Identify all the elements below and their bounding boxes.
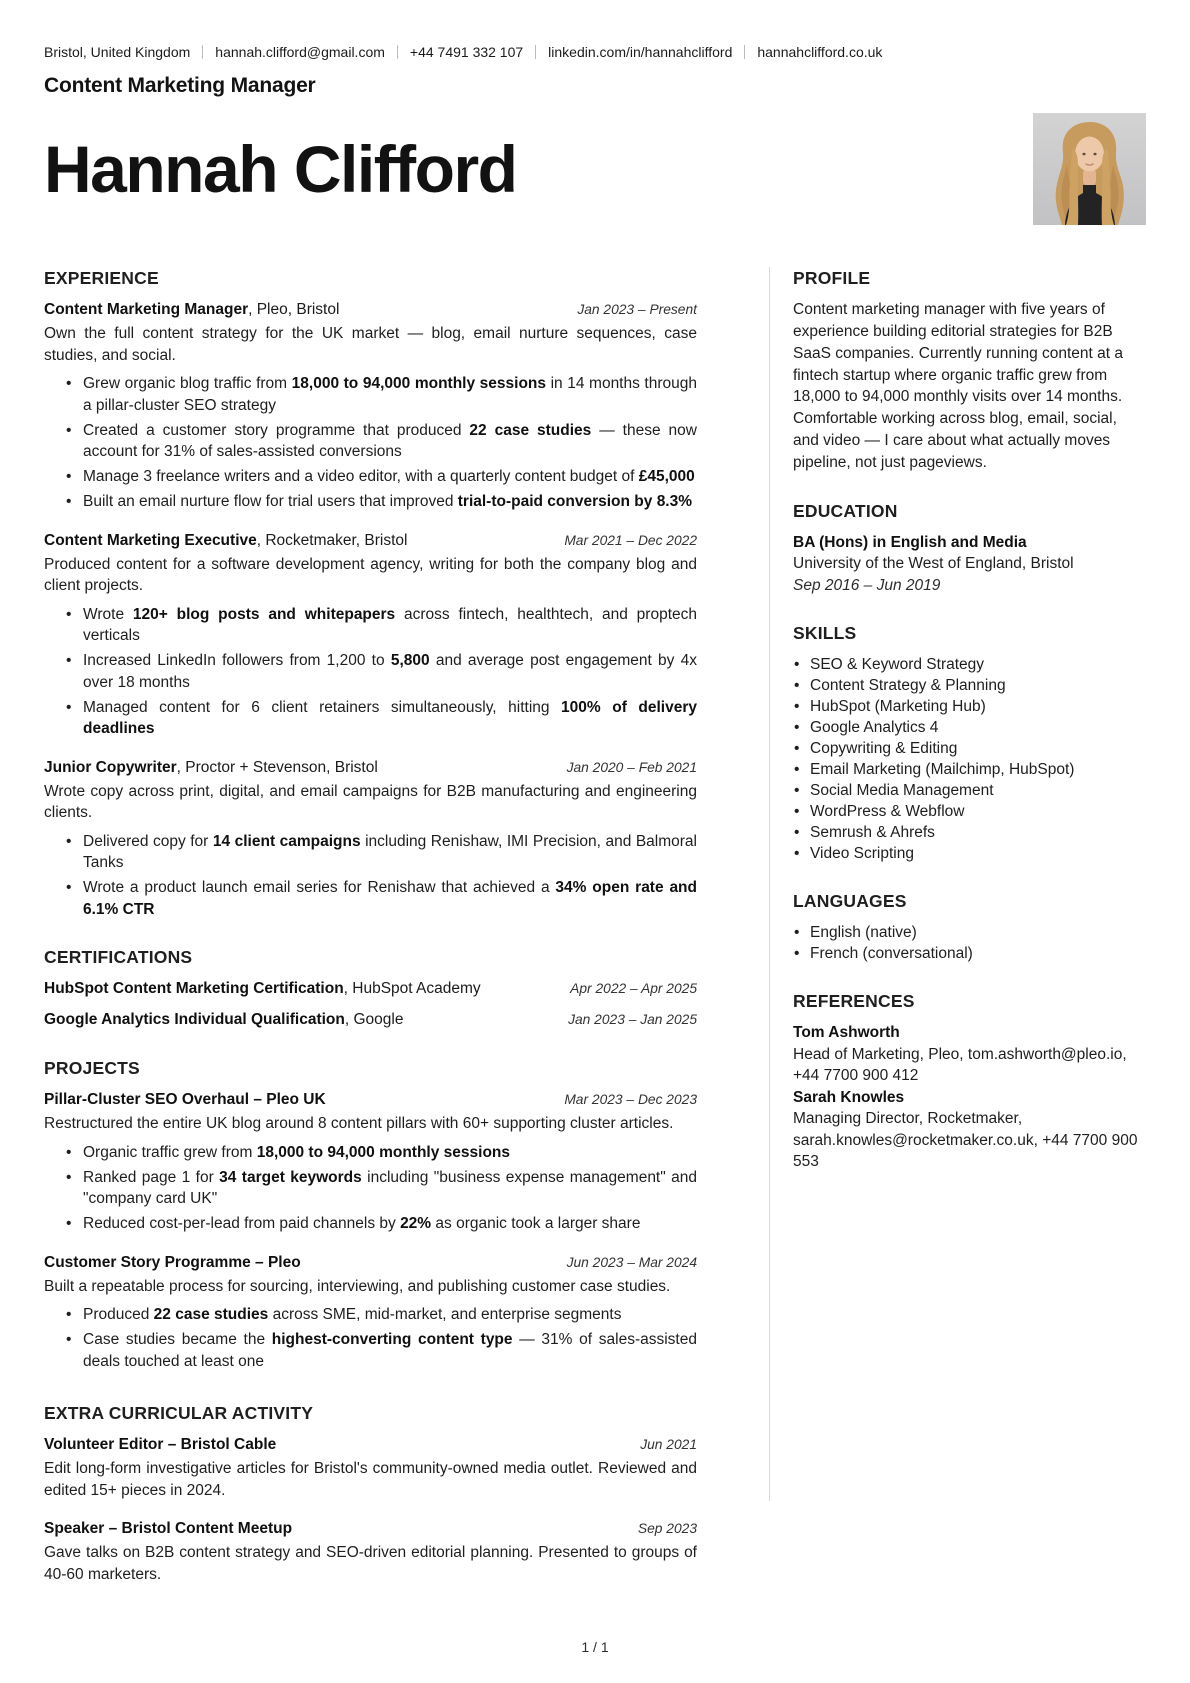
resume-body bbox=[44, 267, 1146, 1585]
bullet-item bbox=[44, 420, 697, 463]
job-title bbox=[44, 299, 563, 321]
bold-segment: 18,000 to 94,000 monthly sessions bbox=[256, 1143, 511, 1161]
main-column bbox=[44, 267, 697, 1585]
text-segment: Wrote a product launch email series for Renishaw that achieved a bbox=[83, 879, 556, 897]
project-dates: Mar 2023 – Dec 2023 bbox=[564, 1092, 697, 1108]
text-segment: as organic took a larger share bbox=[431, 1215, 641, 1233]
section-heading-experience: EXPERIENCE bbox=[44, 268, 159, 289]
activity-entry bbox=[44, 1518, 697, 1585]
job-bullet-list bbox=[44, 604, 697, 740]
text-segment: Delivered copy for bbox=[83, 832, 213, 850]
certification-entry bbox=[44, 1009, 697, 1031]
job-entry bbox=[44, 530, 697, 740]
text-segment: — 31% of sales-assisted deals touched at least one bbox=[83, 1331, 697, 1370]
project-entry bbox=[44, 1089, 697, 1235]
job-summary: Wrote copy across print, digital, and email campaigns for B2B manufacturing and engineering clients. bbox=[44, 782, 697, 822]
bold-segment: 100% of delivery deadlines bbox=[83, 698, 697, 738]
project-title-bold: Customer Story Programme – Pleo bbox=[44, 1253, 301, 1271]
section-heading-projects: PROJECTS bbox=[44, 1058, 140, 1079]
project-title bbox=[44, 1252, 553, 1274]
reference-details: Managing Director, Rocketmaker, sarah.knowles@rocketmaker.co.uk, +44 7700 900 553 bbox=[793, 1110, 1138, 1171]
text-segment: including "business expense management" and "company card UK" bbox=[83, 1168, 697, 1208]
language-item: • French (conversational) bbox=[793, 943, 1146, 964]
activity-title bbox=[44, 1518, 624, 1540]
project-title-bold: Pillar-Cluster SEO Overhaul – Pleo UK bbox=[44, 1091, 326, 1109]
certifications-section bbox=[44, 946, 697, 1031]
candidate-role: Content Marketing Manager bbox=[44, 74, 316, 97]
job-bullet-list bbox=[44, 373, 697, 513]
certification-dates: Apr 2022 – Apr 2025 bbox=[570, 981, 697, 997]
references-section bbox=[793, 990, 1146, 1173]
reference-name: Sarah Knowles bbox=[793, 1088, 905, 1106]
contact-separator bbox=[202, 45, 203, 59]
education-school: University of the West of England, Bristol bbox=[793, 555, 1074, 573]
job-company: , Pleo, Bristol bbox=[248, 301, 340, 319]
text-segment: Wrote bbox=[83, 605, 133, 623]
skill-item: • Email Marketing (Mailchimp, HubSpot) bbox=[793, 759, 1146, 780]
bold-segment: highest-converting content type bbox=[271, 1331, 513, 1349]
job-dates: Jan 2020 – Feb 2021 bbox=[566, 759, 697, 775]
section-heading-certifications: CERTIFICATIONS bbox=[44, 947, 193, 968]
bullet-item bbox=[44, 1167, 697, 1210]
profile-section bbox=[793, 267, 1146, 473]
text-segment: Case studies became the bbox=[83, 1331, 272, 1349]
job-entry bbox=[44, 299, 697, 513]
text-segment: Manage 3 freelance writers and a video editor, with a quarterly content budget of bbox=[83, 468, 639, 486]
bullet-item bbox=[44, 877, 697, 920]
project-title-row bbox=[44, 1089, 697, 1111]
text-segment: Reduced cost-per-lead from paid channels by bbox=[83, 1215, 401, 1233]
bold-segment: £45,000 bbox=[638, 468, 695, 486]
text-segment: across fintech, healthtech, and proptech verticals bbox=[83, 605, 697, 645]
education-section bbox=[793, 500, 1146, 597]
profile-text: Content marketing manager with five years of experience building editorial strategies for B2B SaaS companies. Currently running content at a fintech startup where organic traffic grew from 18,000 to 94,000 monthly visits over 14 months. Comfortable working across blog, email, social, and video — I care about what actually moves pipeline, not just pageviews. bbox=[793, 301, 1123, 471]
job-title-bold: Content Marketing Manager bbox=[44, 301, 249, 319]
section-heading-extra-curricular: EXTRA CURRICULAR ACTIVITY bbox=[44, 1403, 314, 1424]
project-bullet-list bbox=[44, 1304, 697, 1372]
project-bullet-list bbox=[44, 1142, 697, 1235]
side-column bbox=[793, 267, 1146, 1172]
project-title bbox=[44, 1089, 550, 1111]
activity-title-bold: Volunteer Editor – Bristol Cable bbox=[44, 1436, 277, 1454]
bold-segment: 5,800 bbox=[390, 652, 430, 670]
reference-entry bbox=[793, 1087, 1146, 1173]
languages-list bbox=[793, 922, 1146, 964]
portrait-illustration bbox=[1033, 113, 1146, 225]
experience-section bbox=[44, 267, 697, 920]
activity-title-bold: Speaker – Bristol Content Meetup bbox=[44, 1520, 293, 1538]
text-segment: Created a customer story programme that produced bbox=[83, 421, 470, 439]
job-summary: Own the full content strategy for the UK market — blog, email nurture sequences, case studies, and social. bbox=[44, 325, 697, 364]
job-title-bold: Content Marketing Executive bbox=[44, 531, 257, 549]
text-segment: — these now account for 31% of sales-assisted conversions bbox=[83, 421, 697, 461]
reference-name: Tom Ashworth bbox=[793, 1024, 900, 1042]
certification-issuer: , HubSpot Academy bbox=[343, 980, 481, 998]
skill-item: • SEO & Keyword Strategy bbox=[793, 654, 1146, 675]
section-heading-profile: PROFILE bbox=[793, 268, 871, 289]
skills-list bbox=[793, 654, 1146, 864]
bold-segment: 22 case studies bbox=[469, 421, 592, 439]
text-segment: across SME, mid-market, and enterprise segments bbox=[268, 1306, 622, 1324]
project-title-row bbox=[44, 1252, 697, 1274]
certification-issuer: , Google bbox=[344, 1011, 404, 1029]
bullet-item bbox=[44, 1304, 697, 1326]
bullet-item bbox=[44, 650, 697, 693]
contact-phone: +44 7491 332 107 bbox=[409, 44, 524, 60]
job-dates: Jan 2023 – Present bbox=[577, 302, 697, 318]
certification-title-bold: Google Analytics Individual Qualification bbox=[44, 1011, 345, 1029]
certification-entry bbox=[44, 978, 697, 1000]
projects-section bbox=[44, 1057, 697, 1372]
contact-separator bbox=[535, 45, 536, 59]
activity-title-row bbox=[44, 1518, 697, 1540]
project-dates: Jun 2023 – Mar 2024 bbox=[566, 1254, 697, 1270]
text-segment: Built an email nurture flow for trial users that improved bbox=[83, 493, 458, 511]
section-heading-languages: LANGUAGES bbox=[793, 891, 907, 912]
page-number: 1 / 1 bbox=[581, 1639, 609, 1655]
skill-item: • Semrush & Ahrefs bbox=[793, 822, 1146, 843]
bold-segment: 22 case studies bbox=[153, 1306, 269, 1324]
contact-separator bbox=[397, 45, 398, 59]
job-title bbox=[44, 530, 550, 552]
bold-segment: 34% open rate and 6.1% CTR bbox=[83, 879, 697, 918]
text-segment: including Renishaw, IMI Precision, and Balmoral Tanks bbox=[83, 832, 697, 872]
contact-email: hannah.clifford@gmail.com bbox=[215, 44, 385, 60]
section-heading-education: EDUCATION bbox=[793, 500, 898, 521]
text-segment: in 14 months through a pillar-cluster SEO strategy bbox=[83, 375, 698, 414]
education-degree: BA (Hons) in English and Media bbox=[793, 533, 1027, 551]
activity-summary: Gave talks on B2B content strategy and SEO-driven editorial planning. Presented to groups of 40-60 marketers. bbox=[44, 1544, 697, 1583]
bullet-item bbox=[44, 373, 697, 416]
profile-photo bbox=[1033, 113, 1146, 225]
extra-curricular-section bbox=[44, 1402, 697, 1585]
job-entry bbox=[44, 757, 697, 921]
activity-dates: Jun 2021 bbox=[640, 1437, 697, 1453]
contact-website: hannahclifford.co.uk bbox=[757, 44, 883, 60]
skill-item: • Social Media Management bbox=[793, 780, 1146, 801]
activity-summary: Edit long-form investigative articles for Bristol's community-owned media outlet. Reviewed and edited 15+ pieces in 2024. bbox=[44, 1460, 697, 1499]
job-title-row bbox=[44, 530, 697, 552]
activity-title-row bbox=[44, 1434, 697, 1456]
text-segment: Organic traffic grew from bbox=[83, 1143, 257, 1161]
text-segment: Managed content for 6 client retainers simultaneously, hitting bbox=[83, 698, 562, 716]
language-item: • English (native) bbox=[793, 922, 1146, 943]
bold-segment: 34 target keywords bbox=[219, 1168, 362, 1186]
contact-separator bbox=[744, 45, 745, 59]
certification-dates: Jan 2023 – Jan 2025 bbox=[568, 1012, 697, 1028]
bullet-item bbox=[44, 697, 697, 740]
project-entry bbox=[44, 1252, 697, 1373]
job-title bbox=[44, 757, 553, 779]
job-company: , Rocketmaker, Bristol bbox=[256, 531, 408, 549]
job-title-row bbox=[44, 299, 697, 321]
bullet-item bbox=[44, 1142, 697, 1164]
job-title-row bbox=[44, 757, 697, 779]
job-summary: Produced content for a software development agency, writing for both the company blog and client projects. bbox=[44, 555, 697, 595]
bullet-item bbox=[44, 466, 697, 488]
skill-item: • WordPress & Webflow bbox=[793, 801, 1146, 822]
bold-segment: 120+ blog posts and whitepapers bbox=[132, 605, 396, 623]
skill-item: • Google Analytics 4 bbox=[793, 717, 1146, 738]
bullet-item bbox=[44, 491, 697, 513]
bullet-item bbox=[44, 1213, 697, 1235]
contact-linkedin: linkedin.com/in/hannahclifford bbox=[548, 44, 733, 60]
contact-row bbox=[44, 44, 1146, 60]
skill-item: • Copywriting & Editing bbox=[793, 738, 1146, 759]
activity-title bbox=[44, 1434, 626, 1456]
job-dates: Mar 2021 – Dec 2022 bbox=[564, 532, 697, 548]
text-segment: Grew organic blog traffic from bbox=[83, 375, 292, 393]
resume-header bbox=[44, 44, 1146, 205]
bold-segment: 22% bbox=[400, 1215, 432, 1233]
job-bullet-list bbox=[44, 831, 697, 921]
project-summary: Restructured the entire UK blog around 8 content pillars with 60+ supporting cluster articles. bbox=[44, 1115, 674, 1133]
bold-segment: 18,000 to 94,000 monthly sessions bbox=[291, 375, 547, 393]
column-divider bbox=[769, 267, 770, 1501]
job-company: , Proctor + Stevenson, Bristol bbox=[176, 758, 378, 776]
education-dates: Sep 2016 – Jun 2019 bbox=[793, 576, 941, 594]
text-segment: Produced bbox=[83, 1306, 154, 1324]
project-summary: Built a repeatable process for sourcing, interviewing, and publishing customer case studies. bbox=[44, 1277, 671, 1295]
bold-segment: 14 client campaigns bbox=[212, 832, 361, 850]
section-heading-references: REFERENCES bbox=[793, 991, 915, 1012]
reference-entry bbox=[793, 1022, 1146, 1087]
bold-segment: trial-to-paid conversion by 8.3% bbox=[457, 493, 693, 511]
languages-section bbox=[793, 890, 1146, 964]
candidate-name: Hannah Clifford bbox=[44, 132, 517, 206]
bullet-item bbox=[44, 604, 697, 647]
skill-item: • Content Strategy & Planning bbox=[793, 675, 1146, 696]
certification-title-bold: HubSpot Content Marketing Certification bbox=[44, 980, 344, 998]
activity-dates: Sep 2023 bbox=[637, 1521, 697, 1537]
activity-entry bbox=[44, 1434, 697, 1501]
skill-item: • Video Scripting bbox=[793, 843, 1146, 864]
bullet-item bbox=[44, 1329, 697, 1372]
skills-section bbox=[793, 622, 1146, 864]
certification-title bbox=[44, 1009, 554, 1031]
reference-details: Head of Marketing, Pleo, tom.ashworth@pleo.io, +44 7700 900 412 bbox=[793, 1045, 1127, 1085]
certification-title bbox=[44, 978, 556, 1000]
text-segment: and average post engagement by 4x over 18 months bbox=[83, 652, 697, 691]
skill-item: • HubSpot (Marketing Hub) bbox=[793, 696, 1146, 717]
text-segment: Ranked page 1 for bbox=[83, 1168, 220, 1186]
section-heading-skills: SKILLS bbox=[793, 623, 857, 644]
bullet-item bbox=[44, 831, 697, 874]
contact-location: Bristol, United Kingdom bbox=[44, 44, 191, 60]
text-segment: Increased LinkedIn followers from 1,200 to bbox=[83, 652, 391, 670]
job-title-bold: Junior Copywriter bbox=[44, 758, 177, 776]
